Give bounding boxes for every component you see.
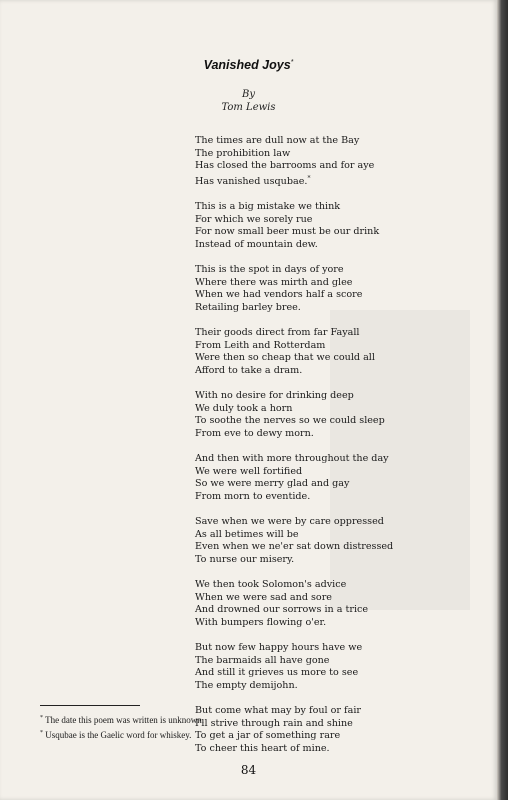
- poem-line: Instead of mountain dew.: [195, 238, 318, 250]
- stanza: [195, 264, 393, 314]
- title-footnote-mark: *: [290, 58, 294, 66]
- poem-line: As all betimes will be: [195, 528, 299, 540]
- footnote-item: [40, 727, 204, 742]
- poem-line: And then with more throughout the day: [195, 453, 389, 465]
- poem-title: [0, 58, 497, 72]
- usqubae-footnote-mark: *: [307, 174, 311, 182]
- poem-line: For which we sorely rue: [195, 213, 313, 225]
- page-edge-shadow: [497, 0, 508, 800]
- stanza: [195, 516, 393, 566]
- stanza: [195, 453, 393, 503]
- poem-line: But come what may by foul or fair: [195, 704, 361, 716]
- footnote-mark: *: [40, 730, 43, 736]
- poem-line: Where there was mirth and glee: [195, 276, 353, 288]
- poem-line: This is a big mistake we think: [195, 201, 341, 213]
- stanza: [195, 579, 393, 629]
- poem-line: But now few happy hours have we: [195, 641, 363, 653]
- footnote-text: The date this poem was written is unknown.: [43, 715, 205, 725]
- poem-line: To nurse our misery.: [195, 553, 295, 565]
- poem-line: We duly took a horn: [195, 402, 293, 414]
- poem-line-text: Has vanished usqubae.: [195, 175, 308, 187]
- stanza: [195, 135, 393, 189]
- stanza: [195, 705, 393, 755]
- poem-line: The barmaids all have gone: [195, 654, 330, 666]
- poem-line: And still it grieves us more to see: [195, 667, 359, 679]
- poem-line: To soothe the nerves so we could sleep: [195, 415, 385, 427]
- poem-line: We were well fortified: [195, 465, 303, 477]
- byline-by: By: [242, 89, 255, 100]
- stanza: [195, 642, 393, 692]
- footnote-mark: *: [40, 715, 43, 721]
- stanza: [195, 201, 393, 251]
- poem-body: [195, 135, 393, 768]
- page-number: 84: [240, 763, 257, 777]
- poem-line: Afford to take a dram.: [195, 364, 303, 376]
- poem-line: The empty demijohn.: [195, 679, 298, 691]
- poem-line: For now small beer must be our drink: [195, 226, 380, 238]
- poem-line: With bumpers flowing o'er.: [195, 616, 327, 628]
- poem-line: To cheer this heart of mine.: [195, 742, 330, 754]
- poem-line: To get a jar of something rare: [195, 730, 341, 742]
- poem-line: When we had vendors half a score: [195, 289, 363, 301]
- poem-line: The times are dull now at the Bay: [195, 135, 360, 146]
- poem-line: So we were merry glad and gay: [195, 478, 350, 490]
- footnote-divider: [40, 705, 140, 706]
- poem-title-text: Vanished Joys: [203, 58, 291, 72]
- poem-line: Were then so cheap that we could all: [195, 352, 375, 364]
- footnotes: [40, 712, 204, 742]
- poem-line: From morn to eventide.: [195, 490, 311, 502]
- stanza: [195, 390, 393, 440]
- poem-line: From Leith and Rotterdam: [195, 339, 326, 351]
- poem-line: Save when we were by care oppressed: [195, 516, 384, 527]
- poem-line: This is the spot in days of yore: [195, 264, 344, 276]
- poem-line: Has closed the barrooms and for aye: [195, 160, 375, 172]
- poem-line: We then took Solomon's advice: [195, 578, 347, 590]
- poem-line: And drowned our sorrows in a trice: [195, 604, 369, 616]
- poem-line: Their goods direct from far Fayall: [195, 327, 360, 339]
- poem-line: When we were sad and sore: [195, 591, 332, 603]
- poem-line: The prohibition law: [195, 147, 291, 159]
- poem-line: Even when we ne'er sat down distressed: [195, 541, 394, 553]
- footnote-text: Usqubae is the Gaelic word for whiskey.: [43, 730, 192, 740]
- poem-line: Retailing barley bree.: [195, 301, 301, 313]
- poem-line: I'll strive through rain and shine: [195, 717, 353, 729]
- poem-line: [195, 173, 393, 189]
- stanza: [195, 327, 393, 377]
- poem-line: From eve to dewy morn.: [195, 427, 314, 439]
- poem-line: With no desire for drinking deep: [195, 390, 354, 402]
- author-name: Tom Lewis: [221, 102, 276, 113]
- footnote-item: [40, 712, 204, 727]
